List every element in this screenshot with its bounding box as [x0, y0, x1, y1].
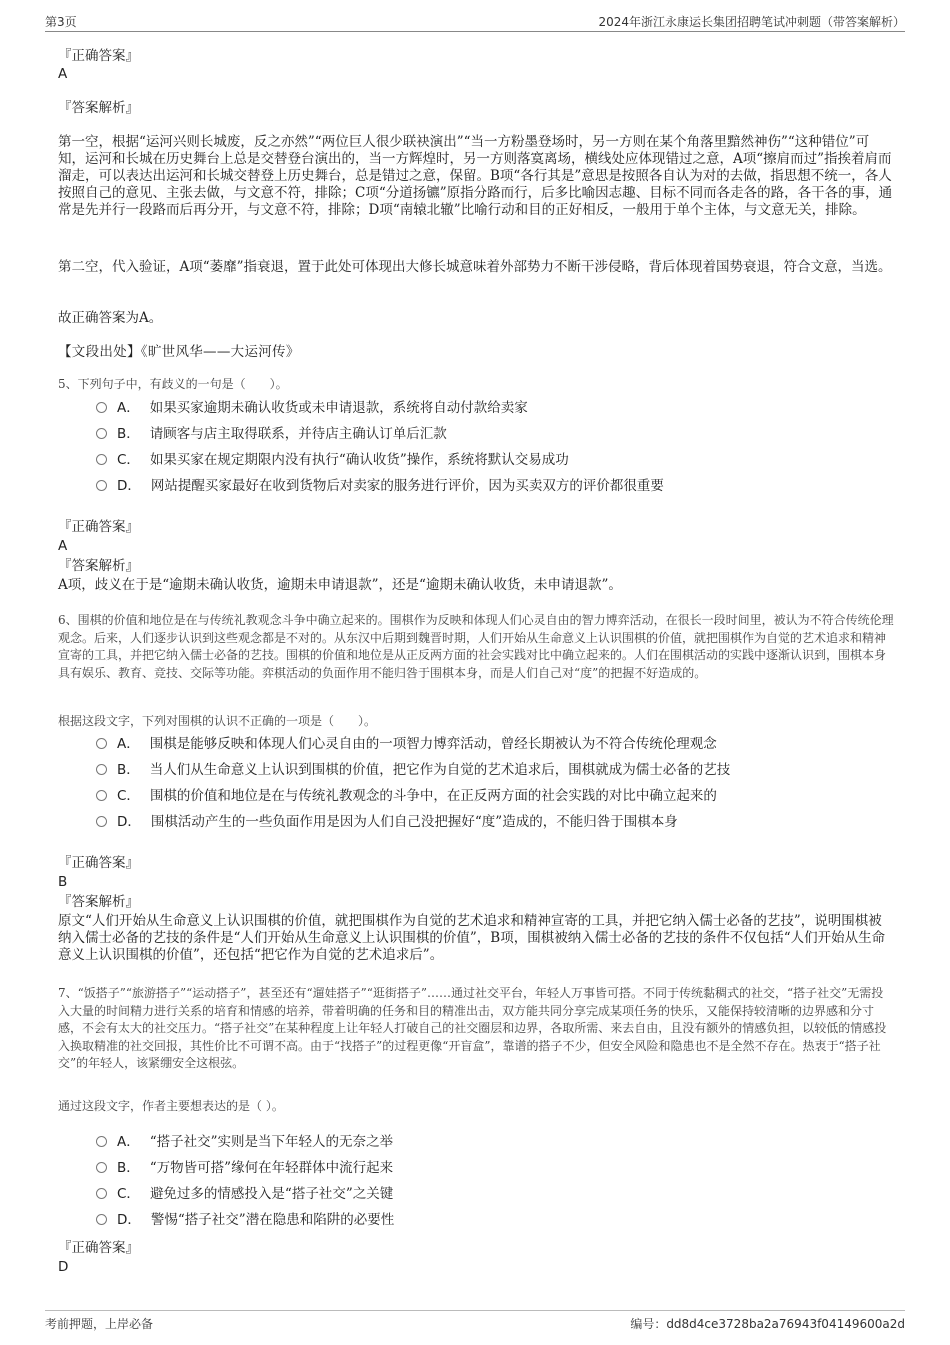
q5-stem: 5、下列句子中，有歧义的一句是（ ）。: [58, 377, 288, 391]
q6-option-d[interactable]: D． 围棋活动产生的一些负面作用是因为人们自己没把握好“度”造成的，不能归咎于围棋本身: [96, 812, 678, 832]
q7-stem: 7、“饭搭子”“旅游搭子”“运动搭子”，甚至还有“遛娃搭子”“逛街搭子”……通过社交平台，年轻人万事皆可搭。不同于传统黏稠式的社交，“搭子社交”无需投入大量的时间精力进行关系的培育和情感的培养，带着明确的任务和目的精准出击，双方能共同分享完成某项任务的快乐，又能保持较清晰的边界感和分寸感，不会有太大的社交压力。“搭子社交”在某种程度上让年轻人打破自己的社交圈层和边界，各取所需、来去自由，且没有额外的情感负担，以较低的情感投入换取精准的社交回报，其性价比不可谓不高。由于“找搭子”的过程更像“开盲盒”，靠谱的搭子不少，但安全风险和隐患也不是全然不存在。热衷于“搭子社交”的年轻人，该紧绷安全这根弦。: [58, 986, 887, 1071]
q6-option-c[interactable]: C． 围棋的价值和地位是在与传统礼教观念的斗争中，在正反两方面的社会实践的对比中确立起来的: [96, 786, 717, 806]
q7-option-c[interactable]: C． 避免过多的情感投入是“搭子社交”之关键: [96, 1184, 393, 1204]
q4-explain-p1: 第一空，根据“运河兴则长城废，反之亦然”“两位巨人很少联袂演出”“当一方粉墨登场时，另一方则在某个角落里黯然神伤”“这种错位”可知，运河和长城在历史舞台上总是交替登台演出的，当一方辉煌时，另一方则落寞离场，横线处应体现错过之意，A项“擦肩而过”指挨着肩而溜走，可以表达出运河和长城交替登上历史舞台，总是错过之意，保留。B项“各行其是”意思是按照各自认为对的去做，指思想不统一，各人按照自己的意见、主张去做，与文意不符，排除；C项“分道扬镳”原指分路而行，后多比喻因志趣、目标不同而各走各的路，各干各的事，通常是先并行一段路而后再分开，与文意不符，排除；D项“南辕北辙”比喻行动和目的正好相反，一般用于单个主体，与文意无关，排除。: [58, 134, 893, 218]
q6-explain-label: 『答案解析』: [58, 894, 139, 910]
q5-explain: A项，歧义在于是“逾期未确认收货，逾期未申请退款”，还是“逾期未确认收货，未申请退款”。: [58, 577, 622, 593]
radio-icon[interactable]: [96, 454, 107, 465]
q6-answer-label: 『正确答案』: [58, 855, 139, 871]
q7-answer: D: [58, 1259, 69, 1275]
radio-icon[interactable]: [96, 738, 107, 749]
page-footer: [45, 1310, 905, 1333]
radio-icon[interactable]: [96, 1214, 107, 1225]
q6-answer: B: [58, 874, 68, 890]
q6-explain: 原文“人们开始从生命意义上认识围棋的价值，就把围棋作为自觉的艺术追求和精神宣寄的工具，并把它纳入儒士必备的艺技”，说明围棋被纳入儒士必备的艺技的条件是“人们开始从生命意义上认识围棋的价值”，B项，围棋被纳入儒士必备的艺技的条件不仅包括“人们开始从生命意义上认识围棋的价值”，还包括“把它作为自觉的艺术追求后”。: [58, 913, 886, 963]
radio-icon[interactable]: [96, 816, 107, 827]
q7-question: 通过这段文字，作者主要想表达的是（ ）。: [58, 1099, 284, 1113]
q6-option-a[interactable]: A． 围棋是能够反映和体现人们心灵自由的一项智力博弈活动，曾经长期被认为不符合传统伦理观念: [96, 734, 717, 754]
page-number: 第3页: [45, 15, 77, 29]
q4-answer-label: 『正确答案』: [58, 48, 139, 64]
radio-icon[interactable]: [96, 480, 107, 491]
q4-source: 【文段出处】《旷世风华——大运河传》: [58, 344, 300, 360]
q4-answer: A: [58, 66, 68, 82]
page-header: [45, 13, 905, 32]
q4-explain-p3: 故正确答案为A。: [58, 310, 163, 326]
q4-explain-p2: 第二空，代入验证，A项“萎靡”指衰退，置于此处可体现出大修长城意味着外部势力不断干涉侵略，背后体现着国势衰退，符合文意，当选。: [58, 259, 892, 275]
q5-explain-label: 『答案解析』: [58, 558, 139, 574]
radio-icon[interactable]: [96, 428, 107, 439]
q5-option-a[interactable]: A． 如果买家逾期未确认收货或未申请退款，系统将自动付款给卖家: [96, 398, 528, 418]
radio-icon[interactable]: [96, 1162, 107, 1173]
q5-answer-label: 『正确答案』: [58, 519, 139, 535]
q5-answer: A: [58, 538, 68, 554]
q7-answer-label: 『正确答案』: [58, 1240, 139, 1256]
radio-icon[interactable]: [96, 1188, 107, 1199]
q6-question: 根据这段文字，下列对围棋的认识不正确的一项是（ ）。: [58, 714, 377, 728]
q7-option-b[interactable]: B． “万物皆可搭”缘何在年轻群体中流行起来: [96, 1158, 393, 1178]
q5-option-c[interactable]: C． 如果买家在规定期限内没有执行“确认收货”操作，系统将默认交易成功: [96, 450, 569, 470]
q5-option-d[interactable]: D． 网站提醒买家最好在收到货物后对卖家的服务进行评价，因为买卖双方的评价都很重要: [96, 476, 664, 496]
radio-icon[interactable]: [96, 1136, 107, 1147]
q6-stem: 6、围棋的价值和地位是在与传统礼教观念斗争中确立起来的。围棋作为反映和体现人们心灵自由的智力博弈活动，在很长一段时间里，被认为不符合传统伦理观念。后来，人们逐步认识到这些观念都是不对的。从东汉中后期到魏晋时期，人们开始从生命意义上认识围棋的价值，就把围棋作为自觉的艺术追求和精神宣寄的工具，并把它纳入儒士必备的艺技。围棋的价值和地位是从正反两方面的社会实践对比中确立起来的。人们在围棋活动的实践中逐渐认识到，围棋本身具有娱乐、教育、竞技、交际等功能。弈棋活动的负面作用不能归咎于围棋本身，而是人们自己对“度”的把握不好造成的。: [58, 613, 894, 680]
radio-icon[interactable]: [96, 764, 107, 775]
radio-icon[interactable]: [96, 790, 107, 801]
q7-option-a[interactable]: A． “搭子社交”实则是当下年轻人的无奈之举: [96, 1132, 393, 1152]
q6-option-b[interactable]: B． 当人们从生命意义上认识到围棋的价值，把它作为自觉的艺术追求后，围棋就成为儒士必备的艺技: [96, 760, 730, 780]
q7-option-d[interactable]: D． 警惕“搭子社交”潜在隐患和陷阱的必要性: [96, 1210, 394, 1230]
q4-explain-label: 『答案解析』: [58, 100, 139, 116]
document-title: 2024年浙江永康运长集团招聘笔试冲刺题（带答案解析）: [598, 15, 905, 29]
radio-icon[interactable]: [96, 402, 107, 413]
footer-slogan: 考前押题，上岸必备: [45, 1317, 154, 1331]
q5-option-b[interactable]: B． 请顾客与店主取得联系，并待店主确认订单后汇款: [96, 424, 447, 444]
document-code: 编号：dd8d4ce3728ba2a76943f04149600a2d: [630, 1317, 905, 1331]
